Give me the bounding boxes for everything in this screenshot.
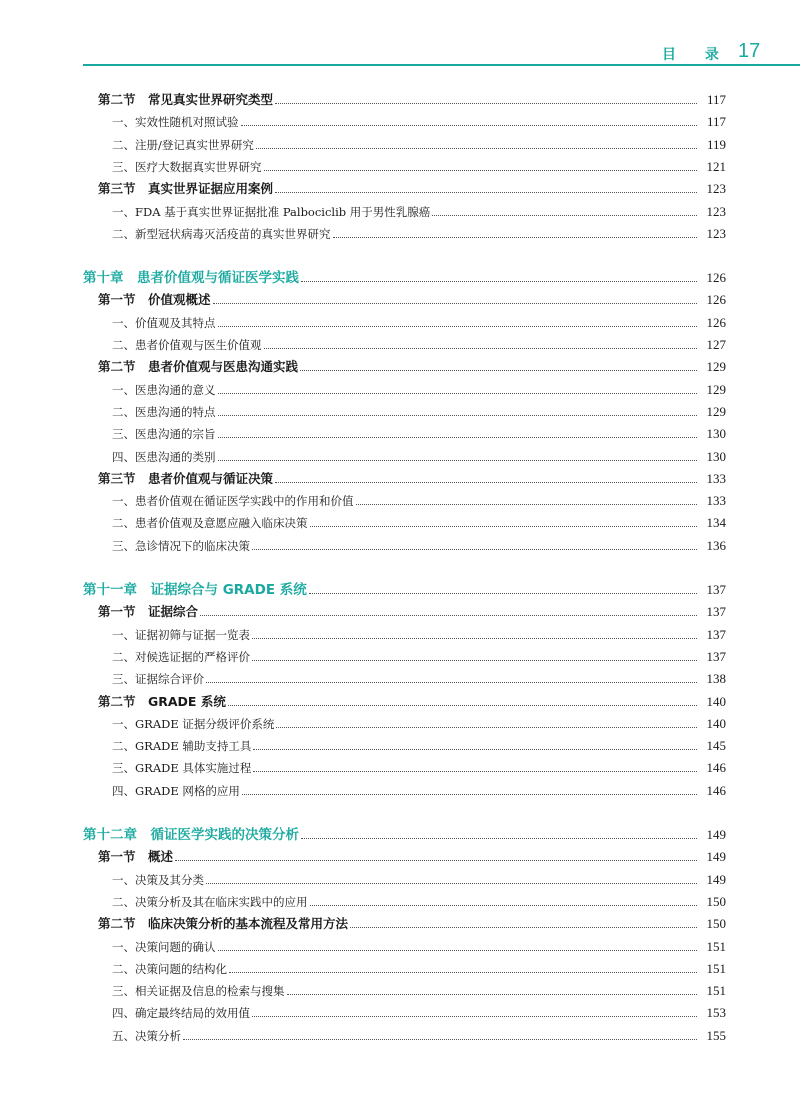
toc-page-number: 137 (706, 582, 726, 597)
toc-label: 四、确定最终结局的效用值 (112, 1006, 250, 1021)
toc-page-number: 130 (706, 448, 726, 464)
toc-label: 二、医患沟通的特点 (112, 404, 216, 419)
toc-item (112, 621, 726, 643)
dot-leader (175, 860, 697, 861)
toc-label: 二、注册/登记真实世界研究 (112, 137, 254, 152)
toc-page-number: 126 (706, 314, 726, 330)
dot-leader (275, 482, 697, 483)
toc-page-number: 123 (706, 203, 726, 219)
dot-leader (310, 526, 698, 527)
toc-page-number: 129 (706, 381, 726, 397)
toc-label: 第三节 真实世界证据应用案例 (98, 181, 274, 197)
toc-label: 四、医患沟通的类别 (112, 449, 216, 464)
toc-page-number: 149 (706, 871, 726, 887)
dot-leader (310, 905, 698, 906)
toc-page-number: 126 (706, 292, 726, 308)
dot-leader (206, 682, 697, 683)
toc-item (112, 398, 726, 420)
toc-page-number: 117 (706, 92, 726, 107)
toc-label: 二、新型冠状病毒灭活疫苗的真实世界研究 (112, 226, 331, 241)
dot-leader (301, 838, 697, 839)
toc-item (112, 732, 726, 754)
toc-item (112, 933, 726, 955)
dot-leader (213, 303, 697, 304)
toc-label: 一、决策问题的确认 (112, 939, 216, 954)
dot-leader (218, 950, 698, 951)
toc-page-number: 123 (706, 181, 726, 197)
toc-page-number: 129 (706, 403, 726, 419)
page-header (0, 0, 800, 70)
dot-leader (256, 148, 697, 149)
toc-section (98, 843, 726, 865)
dot-leader (218, 437, 698, 438)
toc-page-number: 121 (706, 158, 726, 174)
toc-label: 一、医患沟通的意义 (112, 382, 216, 397)
dot-leader (264, 170, 698, 171)
toc-page-number: 151 (706, 983, 726, 999)
toc-item (112, 754, 726, 776)
dot-leader (228, 705, 697, 706)
toc-label: 二、患者价值观与医生价值观 (112, 338, 262, 352)
toc-chapter (83, 264, 726, 286)
toc-label: 第二节 常见真实世界研究类型 (98, 92, 274, 107)
toc-item (112, 509, 726, 531)
dot-leader (252, 549, 697, 550)
toc-label: 第十章 患者价值观与循证医学实践 (83, 270, 299, 287)
toc-label: 一、GRADE 证据分级评价系统 (112, 716, 275, 731)
dot-leader (252, 1016, 697, 1017)
toc-label: 一、实效性随机对照试验 (112, 115, 239, 130)
toc-item (112, 309, 726, 331)
toc-page-number: 134 (706, 515, 726, 531)
toc-page-number: 117 (706, 114, 726, 130)
toc-label: 二、决策分析及其在临床实践中的应用 (112, 894, 308, 909)
toc-item (112, 955, 726, 977)
toc-page-number: 130 (706, 426, 726, 442)
dot-leader (253, 749, 697, 750)
toc-label: 三、GRADE 具体实施过程 (112, 761, 252, 776)
toc-label: 第二节 患者价值观与医患沟通实践 (98, 359, 299, 375)
dot-leader (300, 370, 697, 371)
toc-item (112, 220, 726, 242)
dot-leader (229, 972, 697, 973)
dot-leader (218, 415, 698, 416)
toc-chapter (83, 576, 726, 598)
toc-page-number: 140 (706, 693, 726, 709)
toc-item (112, 888, 726, 910)
toc-item (112, 977, 726, 999)
toc-label: 第一节 概述 (98, 849, 174, 865)
toc-label: 一、患者价值观在循证医学实践中的作用和价值 (112, 494, 354, 509)
dot-leader (252, 660, 697, 661)
running-title: 目 录 (662, 47, 731, 63)
toc-item (112, 643, 726, 665)
toc-item (112, 665, 726, 687)
dot-leader (241, 125, 698, 126)
toc-page-number: 133 (706, 470, 726, 486)
toc-page-number: 136 (706, 537, 726, 553)
toc-item (112, 331, 726, 353)
toc-chapter (83, 821, 726, 843)
toc-item (112, 487, 726, 509)
toc-label: 第十一章 证据综合与 GRADE 系统 (83, 582, 307, 598)
dot-leader (333, 237, 698, 238)
dot-leader (218, 393, 698, 394)
toc-page-number: 140 (706, 715, 726, 731)
dot-leader (356, 504, 698, 505)
toc-label: 一、证据初筛与证据一览表 (112, 627, 250, 642)
toc-label: 四、GRADE 网格的应用 (112, 783, 240, 798)
toc-label: 一、决策及其分类 (112, 872, 204, 887)
dot-leader (287, 994, 698, 995)
dot-leader (275, 192, 697, 193)
toc-item (112, 153, 726, 175)
toc-item (112, 532, 726, 554)
dot-leader (252, 638, 697, 639)
toc-page-number: 133 (706, 493, 726, 509)
toc-page-number: 146 (706, 760, 726, 776)
dot-leader (253, 771, 697, 772)
toc-page-number: 137 (706, 604, 726, 620)
header-rule (83, 64, 800, 66)
toc-label: 第一节 证据综合 (98, 604, 199, 620)
dot-leader (432, 215, 697, 216)
dot-leader (218, 326, 698, 327)
toc-label: 二、患者价值观及意愿应融入临床决策 (112, 516, 308, 531)
toc-page-number: 137 (706, 648, 726, 664)
dot-leader (183, 1039, 697, 1040)
toc-label: 三、医疗大数据真实世界研究 (112, 159, 262, 174)
toc-item (112, 198, 726, 220)
toc-page-number: 123 (706, 225, 726, 241)
toc-item (112, 999, 726, 1021)
dot-leader (275, 103, 697, 104)
page-number: 17 (738, 40, 761, 62)
toc-page-number: 145 (706, 738, 726, 754)
dot-leader (242, 794, 697, 795)
toc-page-number: 126 (706, 270, 726, 286)
toc-item (112, 443, 726, 465)
toc-section (98, 910, 726, 932)
toc-page-number: 150 (706, 916, 726, 932)
toc-page-number: 138 (706, 671, 726, 687)
toc-section (98, 286, 726, 308)
toc-label: 第二节 临床决策分析的基本流程及常用方法 (98, 916, 349, 932)
toc-item (112, 1022, 726, 1044)
toc-section (98, 598, 726, 620)
toc-label: 第一节 价值观概述 (98, 292, 211, 308)
toc-label: 一、价值观及其特点 (112, 315, 216, 330)
dot-leader (301, 281, 697, 282)
toc-item (112, 376, 726, 398)
toc-label: 第三节 患者价值观与循证决策 (98, 470, 274, 486)
toc-label: 五、决策分析 (112, 1028, 181, 1043)
toc-section (98, 86, 726, 108)
toc-item (112, 420, 726, 442)
toc-item (112, 866, 726, 888)
toc-page-number: 150 (706, 893, 726, 909)
dot-leader (276, 727, 697, 728)
toc-label: 三、相关证据及信息的检索与搜集 (112, 984, 285, 999)
toc-page-number: 137 (706, 626, 726, 642)
toc-item (112, 777, 726, 799)
toc-section (98, 175, 726, 197)
toc-item (112, 131, 726, 153)
dot-leader (206, 883, 697, 884)
toc-label: 三、医患沟通的宗旨 (112, 427, 216, 442)
dot-leader (218, 460, 698, 461)
toc-page-number: 149 (706, 849, 726, 865)
toc-page-number: 155 (706, 1027, 726, 1043)
toc-page-number: 153 (706, 1005, 726, 1021)
toc-item (112, 108, 726, 130)
toc-label: 第二节 GRADE 系统 (98, 693, 226, 709)
toc-page-number: 149 (706, 827, 726, 842)
toc-label: 第十二章 循证医学实践的决策分析 (83, 827, 299, 843)
dot-leader (350, 927, 697, 928)
toc-page-number: 129 (706, 359, 726, 375)
toc-label: 一、FDA 基于真实世界证据批准 Palbociclib 用于男性乳腺癌 (112, 204, 431, 219)
toc-section (98, 465, 726, 487)
toc-label: 三、急诊情况下的临床决策 (112, 538, 250, 553)
dot-leader (200, 615, 697, 616)
toc-page-number: 127 (706, 337, 726, 352)
toc-section (98, 353, 726, 375)
toc-page-number: 151 (706, 938, 726, 954)
dot-leader (309, 593, 697, 594)
toc-page-number: 151 (706, 960, 726, 976)
toc-label: 二、GRADE 辅助支持工具 (112, 739, 252, 754)
toc-section (98, 688, 726, 710)
toc-label: 二、对候选证据的严格评价 (112, 649, 250, 664)
dot-leader (264, 348, 698, 349)
toc-label: 三、证据综合评价 (112, 672, 204, 687)
toc-page-number: 119 (706, 136, 726, 152)
toc-label: 二、决策问题的结构化 (112, 961, 227, 976)
toc-item (112, 710, 726, 732)
toc-page-number: 146 (706, 782, 726, 798)
